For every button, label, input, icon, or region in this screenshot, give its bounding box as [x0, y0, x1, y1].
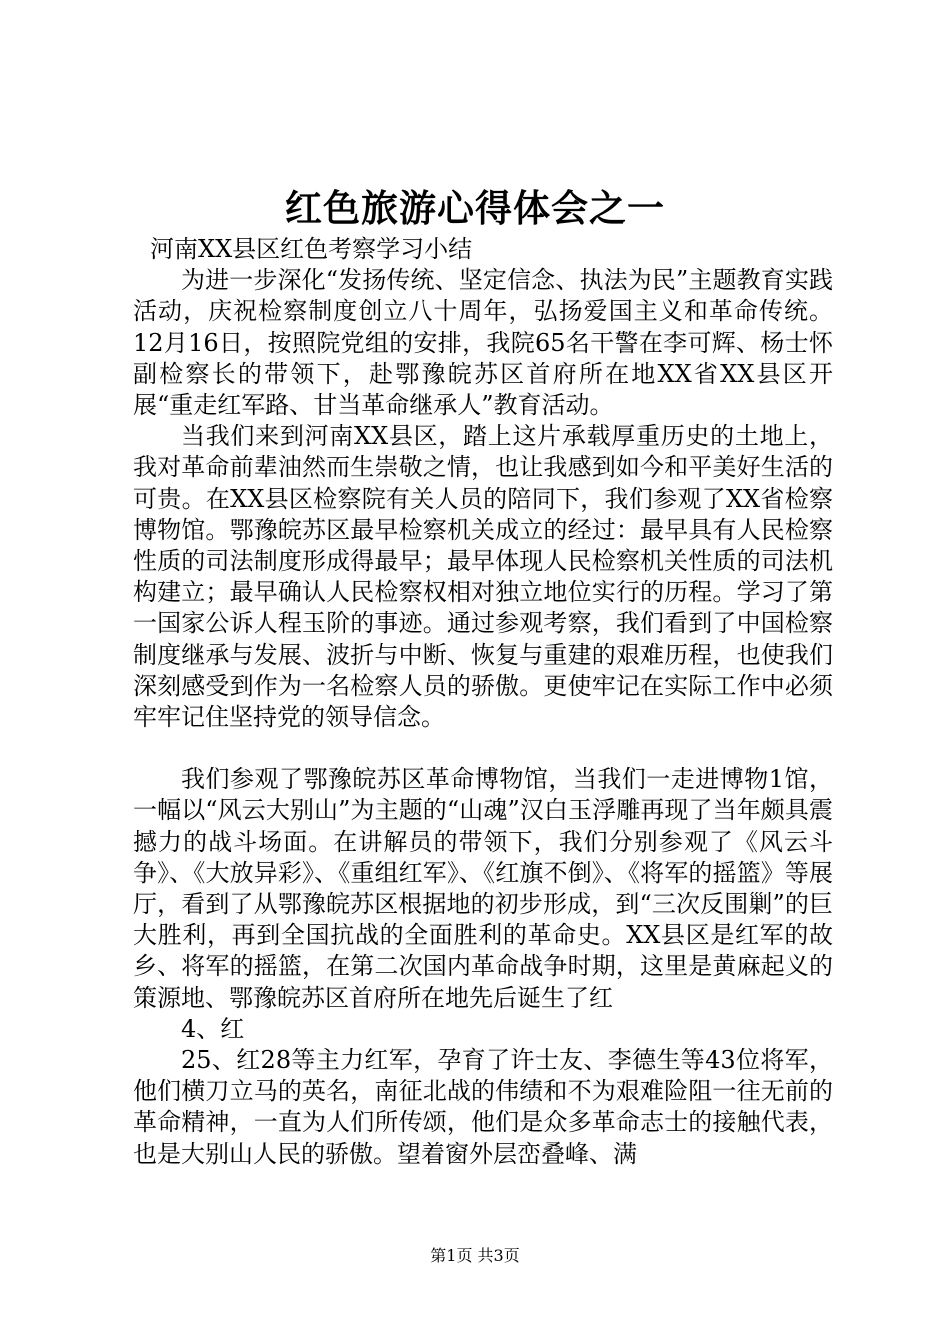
- paragraph-intro: 为进一步深化“发扬传统、坚定信念、执法为民”主题教育实践活动，庆祝检察制度创立八十周年，弘扬爱国主义和革命传统。12月16日，按照院党组的安排，我院65名干警在李可辉、杨士怀副检察长的带领下，赴鄂豫皖苏区首府所在地XX省XX县区开展“重走红军路、甘当革命继承人”教育活动。: [133, 266, 833, 420]
- document-title: 红色旅游心得体会之一: [285, 186, 665, 230]
- paragraph-red-army: 25、红28等主力红军，孕育了许士友、李德生等43位将军，他们横刀立马的英名，南征北战的伟绩和不为艰难险阻一往无前的革命精神，一直为人们所传颂，他们是众多革命志士的接触代表，也是大别山人民的骄傲。望着窗外层峦叠峰、满: [133, 1046, 833, 1168]
- page-footer: 第1页 共3页: [430, 1246, 520, 1265]
- document-subtitle: 河南XX县区红色考察学习小结: [150, 235, 473, 263]
- paragraph-museum-visit: 当我们来到河南XX县区，踏上这片承载厚重历史的土地上，我对革命前辈油然而生崇敬之情，也让我感到如今和平美好生活的可贵。在XX县区检察院有关人员的陪同下，我们参观了XX省检察博物馆。鄂豫皖苏区最早检察机关成立的经过：最早具有人民检察性质的司法制度形成得最早；最早体现人民检察机关性质的司法机构建立；最早确认人民检察权相对独立地位实行的历程。学习了第一国家公诉人程玉阶的事迹。通过参观考察，我们看到了中国检察制度继承与发展、波折与中断、恢复与重建的艰难历程，也使我们深刻感受到作为一名检察人员的骄傲。更使牢记在实际工作中必须牢牢记住坚持党的领导信念。: [133, 422, 833, 732]
- document-body: [133, 234, 833, 1170]
- paragraph-fragment: 4、红: [181, 1014, 245, 1043]
- paragraph-revolution-museum: 我们参观了鄂豫皖苏区革命博物馆，当我们一走进博物1馆，一幅以“风云大别山”为主题的“山魂”汉白玉浮雕再现了当年颇具震撼力的战斗场面。在讲解员的带领下，我们分别参观了《风云斗争》、《大放异彩》、《重组红军》、《红旗不倒》、《将军的摇篮》等展厅，看到了从鄂豫皖苏区根据地的初步形成，到“三次反围剿”的巨大胜利，再到全国抗战的全面胜利的革命史。XX县区是红军的故乡、将军的摇篮，在第二次国内革命战争时期，这里是黄麻起义的策源地、鄂豫皖苏区首府所在地先后诞生了红: [133, 765, 833, 1012]
